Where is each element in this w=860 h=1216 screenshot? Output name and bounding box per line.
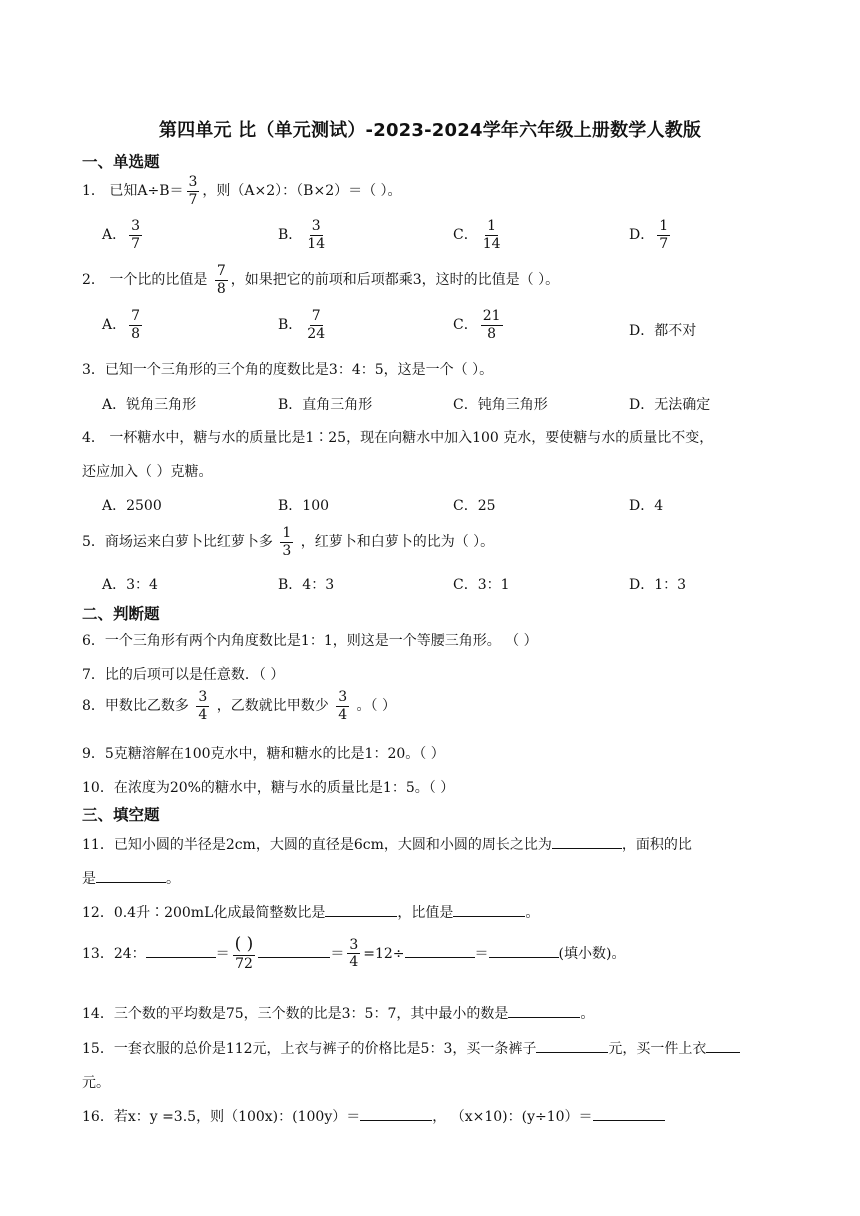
q1-option-c[interactable]: C． $\frac{1}{14}$ [453, 218, 501, 252]
question-11-line-1: 11．已知小圆的半径是2cm，大圆的直径是6cm，大圆和小圆的周长之比为 ，面积的比 [82, 834, 692, 854]
question-16: 16．若x：y =3.5，则（100x)：(100y）＝ ， （x×10)：(y÷10）＝ [82, 1106, 665, 1126]
question-10: 10．在浓度为20%的糖水中，糖与水的质量比是1：5。（ ） [82, 780, 455, 796]
fraction-with-blank[interactable]: $\frac{( )}{72}$ [234, 934, 254, 972]
q5-option-d[interactable]: D．1：3 [629, 577, 687, 593]
q1-option-a[interactable]: A． $\frac{3}{7}$ [102, 218, 141, 252]
question-5: 5．商场运来白萝卜比红萝卜多 $\frac{1}{3}$ ，红萝卜和白萝卜的比为（ ）。 [82, 525, 495, 559]
fraction: $\frac{7}{8}$ [216, 263, 226, 297]
q3-option-d[interactable]: D．无法确定 [629, 397, 711, 413]
q4-option-b[interactable]: B．100 [278, 498, 330, 514]
question-4-line-1: 4． 一杯糖水中，糖与水的质量比是1∶25，现在向糖水中加入100 克水，要使糖与水的质量比不变， [82, 430, 714, 446]
question-15-line-2: 元。 [82, 1075, 110, 1091]
question-15-line-1: 15．一套衣服的总价是112元，上衣与裤子的价格比是5：3，买一条裤子 元，买一件上衣 [82, 1038, 740, 1058]
answer-blank[interactable] [706, 1038, 740, 1053]
q3-option-a[interactable]: A．锐角三角形 [102, 397, 197, 413]
fraction: $\frac{3}{4}$ [338, 689, 348, 723]
question-9: 9．5克糖溶解在100克水中，糖和糖水的比是1：20。（ ） [82, 746, 445, 762]
answer-blank[interactable] [360, 1106, 432, 1121]
fraction: $\frac{3}{7}$ [188, 174, 198, 208]
answer-blank[interactable] [146, 943, 216, 958]
q5-option-c[interactable]: C．3：1 [453, 577, 510, 593]
section-heading-single-choice: 一、单选题 [82, 153, 160, 171]
q2-option-d[interactable]: D．都不对 [629, 323, 697, 339]
answer-blank[interactable] [96, 868, 166, 883]
section-heading-fill-in: 三、填空题 [82, 806, 160, 824]
answer-blank[interactable] [536, 1038, 608, 1053]
answer-blank[interactable] [552, 834, 622, 849]
question-1-text-pre: 1． 已知A÷B＝ [82, 183, 184, 200]
question-2: 2． 一个比的比值是 $\frac{7}{8}$ ，如果把它的前项和后项都乘3，这时的比值是（ ）。 [82, 263, 560, 297]
question-7: 7．比的后项可以是任意数．（ ） [82, 667, 285, 683]
question-12: 12．0.4升∶200mL化成最简整数比是 ，比值是 。 [82, 902, 539, 922]
question-14: 14．三个数的平均数是75，三个数的比是3：5：7，其中最小的数是 。 [82, 1003, 594, 1023]
question-1 [82, 175, 402, 207]
q3-option-c[interactable]: C．钝角三角形 [453, 397, 548, 413]
answer-blank[interactable] [453, 902, 525, 917]
q4-option-a[interactable]: A．2500 [102, 498, 162, 514]
question-6: 6．一个三角形有两个内角度数比是1：1，则这是一个等腰三角形。 （ ） [82, 633, 538, 649]
q2-option-c[interactable]: C． $\frac{21}{8}$ [453, 308, 501, 342]
q3-option-b[interactable]: B．直角三角形 [278, 397, 373, 413]
fraction: $\frac{3}{4}$ [349, 936, 359, 971]
q2-option-a[interactable]: A． $\frac{7}{8}$ [102, 308, 141, 342]
answer-blank[interactable] [508, 1003, 580, 1018]
answer-blank[interactable] [593, 1106, 665, 1121]
question-13: 13．24： ＝ $\frac{( )}{72}$ ＝ $\frac{3}{4}$ =12÷ ＝ (填小数)。 [82, 934, 626, 972]
answer-blank[interactable] [405, 943, 475, 958]
answer-blank[interactable] [258, 943, 330, 958]
question-8: 8．甲数比乙数多 $\frac{3}{4}$ ，乙数就比甲数少 $\frac{3}{4}$ 。（ ） [82, 689, 397, 723]
q1-option-b[interactable]: B． $\frac{3}{14}$ [278, 218, 326, 252]
question-11-line-2: 是 。 [82, 868, 180, 888]
q4-option-d[interactable]: D．4 [629, 498, 664, 514]
q1-option-d[interactable]: D． $\frac{1}{7}$ [629, 218, 669, 252]
answer-blank[interactable] [489, 943, 559, 958]
q2-option-b[interactable]: B． $\frac{7}{24}$ [278, 308, 326, 342]
page-title: 第四单元 比（单元测试）-2023-2024学年六年级上册数学人教版 [158, 120, 702, 141]
fraction: $\frac{3}{4}$ [198, 689, 208, 723]
q4-option-c[interactable]: C．25 [453, 498, 496, 514]
question-1-text-post: ，则（A×2）：（B×2）＝（ ）。 [202, 183, 402, 200]
section-heading-true-false: 二、判断题 [82, 605, 160, 623]
fraction: $\frac{1}{3}$ [282, 525, 292, 559]
q5-option-b[interactable]: B．4：3 [278, 577, 335, 593]
answer-blank[interactable] [325, 902, 397, 917]
question-3: 3．已知一个三角形的三个角的度数比是3：4：5，这是一个（ ）。 [82, 362, 494, 378]
q5-option-a[interactable]: A．3：4 [102, 577, 158, 593]
question-4-line-2: 还应加入（ ）克糖。 [82, 464, 213, 480]
